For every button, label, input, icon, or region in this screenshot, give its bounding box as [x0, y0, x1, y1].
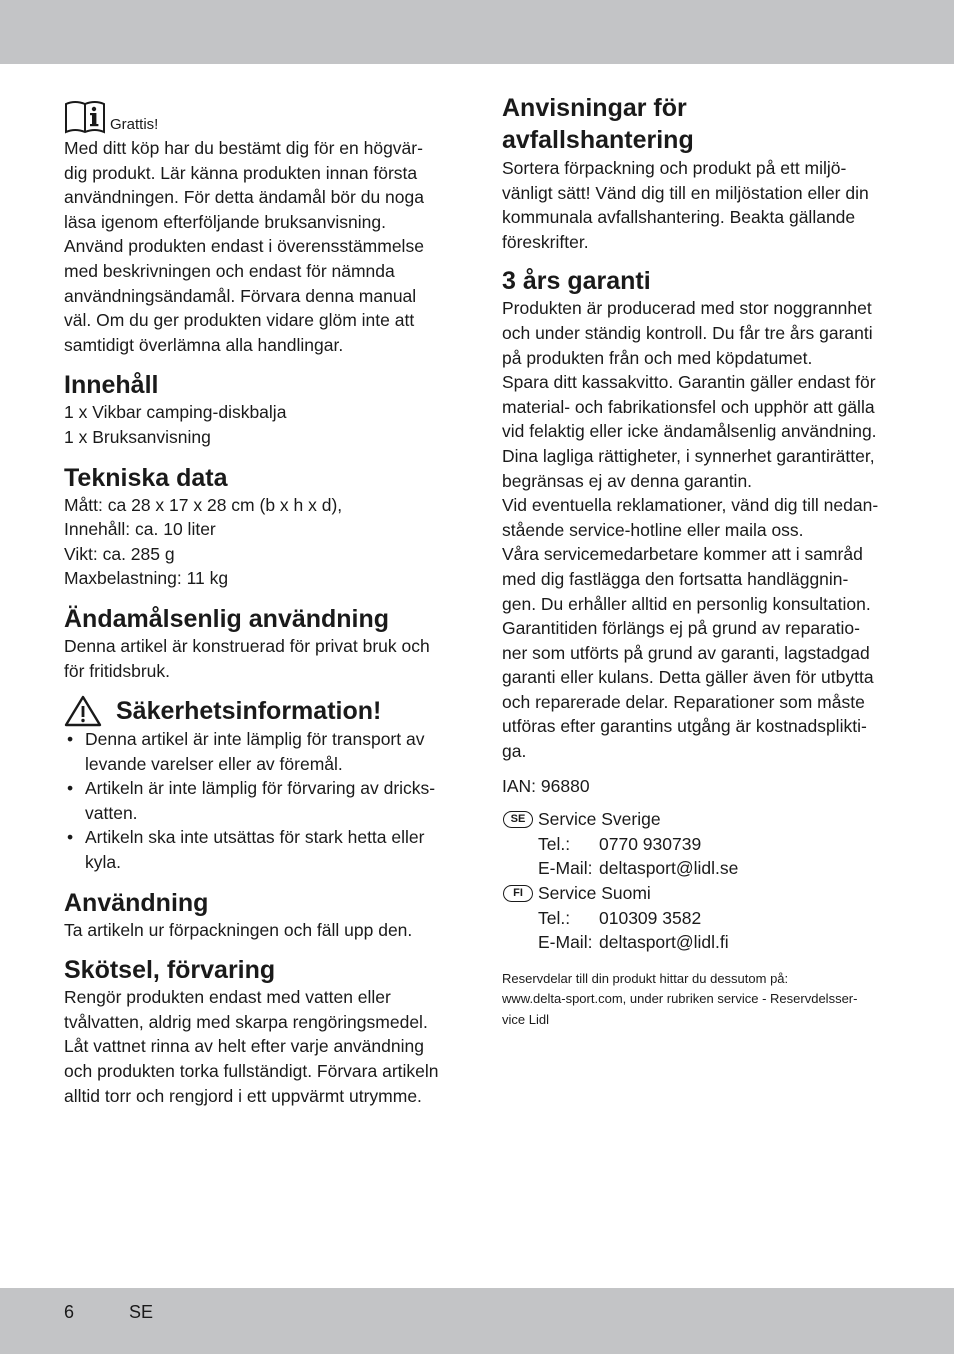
- text-line: tvålvatten, aldrig med skarpa rengöringsmedel.: [64, 1011, 428, 1032]
- left-column: [64, 92, 456, 1108]
- text-line: på produkten från och med köpdatumet.: [502, 347, 813, 368]
- text-line: utföras efter garantins utgång är kostnadsplikti-: [502, 716, 867, 737]
- text-line: för fritidsbruk.: [64, 660, 170, 681]
- text-line: begränsas ej av denna garantin.: [502, 470, 753, 491]
- header-bar: [0, 0, 954, 64]
- page-number: 6: [64, 1302, 75, 1322]
- list-item: [64, 776, 456, 825]
- service-email-row: [502, 930, 894, 955]
- text-line: www.delta-sport.com, under rubriken service - Reservdelsser-: [502, 991, 858, 1007]
- text-line: användningen. För detta ändamål bör du noga: [64, 187, 424, 208]
- text-line: Ta artikeln ur förpackningen och fäll upp den.: [64, 919, 413, 940]
- ian-number: IAN: 96880: [502, 775, 590, 796]
- text-line: Spara ditt kassakvitto. Garantin gäller endast för: [502, 372, 876, 393]
- intro-text: [64, 136, 456, 357]
- text-line: samtidigt överlämna alla handlingar.: [64, 334, 344, 355]
- disposal-heading: [502, 92, 894, 156]
- text-line: kommunala avfallshantering. Beakta gällande: [502, 207, 856, 228]
- service-phone-row: [502, 832, 894, 857]
- care-heading: Skötsel, förvaring: [64, 956, 276, 985]
- intended-use-heading: Ändamålsenlig användning: [64, 604, 390, 633]
- text-line: ner som utförts på grund av garanti, lagstadgad: [502, 642, 870, 663]
- text-line: Låt vattnet rinna av helt efter varje användning: [64, 1036, 424, 1057]
- text-line: Använd produkten endast i överensstämmelse: [64, 236, 424, 257]
- phone-label: Tel.:: [538, 833, 571, 854]
- text-line: och reparerade delar. Reparationer som måste: [502, 691, 865, 712]
- text-line: vice Lidl: [502, 1011, 549, 1027]
- text-line: Vikt: ca. 285 g: [64, 543, 175, 564]
- text-line: Med ditt köp har du bestämt dig för en högvär-: [64, 138, 423, 158]
- list-item: [64, 727, 456, 776]
- safety-heading: Säkerhetsinformation!: [116, 697, 382, 726]
- text-line: vid felaktig eller icke ändamålsenlig användning.: [502, 421, 877, 442]
- right-column: [502, 92, 894, 1030]
- service-email-row: [502, 856, 894, 881]
- email-label: E-Mail:: [538, 932, 593, 953]
- service-name: Service Suomi: [538, 883, 651, 904]
- text-line: vatten.: [85, 802, 138, 823]
- text-line: Maxbelastning: 11 kg: [64, 568, 229, 589]
- text-line: Rengör produkten endast med vatten eller: [64, 987, 391, 1008]
- text-line: Produkten är producerad med stor noggrannhet: [502, 298, 872, 319]
- service-sweden-header: [502, 807, 894, 832]
- text-line: användningsändamål. Förvara denna manual: [64, 285, 417, 306]
- text-line: med dig fastlägga den fortsatta handläggnin-: [502, 568, 849, 589]
- text-line: Reservdelar till din produkt hittar du dessutom på:: [502, 970, 789, 986]
- text-line: • Artikeln är inte lämplig för förvaring av dricks-: [85, 778, 436, 799]
- service-phone-row: [502, 906, 894, 931]
- text-line: Vid eventuella reklamationer, vänd dig till nedan-: [502, 495, 879, 516]
- text-line: 1 x Vikbar camping-diskbalja: [64, 402, 287, 423]
- email-address: deltasport@lidl.fi: [599, 932, 729, 953]
- text-line: dig produkt. Lär känna produkten innan första: [64, 162, 418, 183]
- text-line: garanti eller kulans. Detta gäller även för utbytta: [502, 667, 874, 688]
- warranty-heading: 3 års garanti: [502, 267, 651, 296]
- safety-header: [64, 695, 456, 727]
- text-line: med beskrivningen och endast för nämnda: [64, 260, 395, 281]
- intro-label: Grattis!: [110, 116, 159, 133]
- text-line: material- och fabrikationsfel och upphör att gälla: [502, 396, 875, 417]
- text-line: föreskrifter.: [502, 231, 589, 252]
- country-badge-fi: FI: [503, 885, 533, 902]
- service-finland-header: [502, 881, 894, 906]
- phone-label: Tel.:: [538, 907, 571, 928]
- list-item: [64, 825, 456, 874]
- text-line: ga.: [502, 741, 527, 762]
- text-line: och produkten torka fullständigt. Förvara artikeln: [64, 1061, 439, 1082]
- text-line: • Artikeln ska inte utsättas för stark hetta eller: [85, 827, 425, 848]
- text-line: Våra servicemedarbetare kommer att i samråd: [502, 544, 863, 565]
- disposal-heading-line: Anvisningar för: [502, 94, 687, 122]
- text-line: Dina lagliga rättigheter, i synnerhet garantirätter,: [502, 445, 875, 466]
- text-line: levande varelser eller av föremål.: [85, 753, 343, 774]
- phone-number: 010309 3582: [599, 907, 702, 928]
- text-line: gen. Du erhåller alltid en personlig konsultation.: [502, 593, 871, 614]
- disposal-heading-line: avfallshantering: [502, 126, 694, 154]
- info-book-icon: [64, 98, 106, 136]
- usage-heading: Användning: [64, 888, 209, 917]
- warning-triangle-icon: [64, 695, 102, 727]
- text-line: Innehåll: ca. 10 liter: [64, 519, 216, 540]
- email-label: E-Mail:: [538, 858, 593, 879]
- language-code: SE: [129, 1302, 154, 1322]
- text-line: och under ständig kontroll. Du får tre års garanti: [502, 322, 873, 343]
- spare-parts-note: [502, 969, 894, 1031]
- text-line: Sortera förpackning och produkt på ett miljö-: [502, 158, 847, 178]
- service-name: Service Sverige: [538, 809, 661, 830]
- text-line: stående service-hotline eller maila oss.: [502, 519, 804, 540]
- country-badge-se: SE: [503, 811, 533, 828]
- contents-heading: Innehåll: [64, 371, 159, 400]
- text-line: Denna artikel är konstruerad för privat bruk och: [64, 635, 430, 656]
- text-line: Garantitiden förlängs ej på grund av reparatio-: [502, 618, 860, 639]
- technical-heading: Tekniska data: [64, 463, 228, 492]
- text-line: vänligt sätt! Vänd dig till en miljöstation eller din: [502, 182, 869, 203]
- text-line: alltid torr och rengjord i ett uppvärmt utrymme.: [64, 1085, 422, 1106]
- text-line: väl. Om du ger produkten vidare glöm inte att: [64, 310, 415, 331]
- intro-header: [64, 92, 456, 136]
- email-address: deltasport@lidl.se: [599, 858, 739, 879]
- text-line: läsa igenom efterföljande bruksanvisning.: [64, 211, 386, 232]
- text-line: • Denna artikel är inte lämplig för transport av: [85, 729, 425, 750]
- text-line: Mått: ca 28 x 17 x 28 cm (b x h x d),: [64, 494, 343, 515]
- service-contacts: [502, 807, 894, 955]
- phone-number: 0770 930739: [599, 833, 702, 854]
- text-line: kyla.: [85, 852, 121, 873]
- text-line: 1 x Bruksanvisning: [64, 426, 211, 447]
- safety-list: [64, 727, 456, 875]
